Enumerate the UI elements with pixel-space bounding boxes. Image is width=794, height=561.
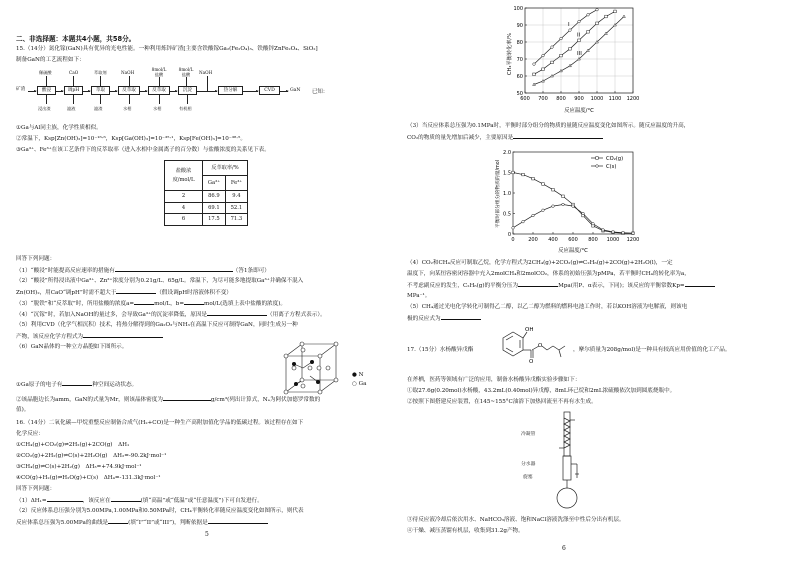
y-tick-label: 100 [513, 5, 523, 12]
x-tick-label: 1200 [626, 237, 640, 243]
ch4-conversion-chart [503, 4, 643, 116]
data-point [578, 20, 581, 23]
table-row: 6 17.5 71.3 [165, 214, 248, 226]
q16-part-5-line-2: 极的反应式为 [407, 314, 481, 324]
q15-part-6-2: ②该晶胞边长为amm，GaN的式量为Mr，则该晶体密度为 g/cm³(列出计算式，Nₐ为阿伏加德罗常数的 [16, 397, 321, 403]
q16-part-3-line-1: （3）当反应体系总压强为0.1MPa时，平衡时部分组分的物质的量随反应温度变化如图所示。随反应温度的升高， [407, 123, 690, 129]
data-point [587, 31, 590, 34]
y-tick-label: 80 [516, 39, 523, 46]
x-tick-label: 600 [568, 237, 578, 243]
label-valve: 旋塞 [523, 475, 533, 480]
data-point [614, 10, 617, 13]
data-point [532, 214, 535, 217]
q17-stem-a: 17.（15分）水杨酸异戊酯 [407, 347, 474, 353]
q16-reaction-4: ④CO(g)+H₂(g)⇌H₂O(g)+C(s) ΔH₄=-131.3kJ·mol⁻¹ [16, 475, 161, 481]
data-point [587, 14, 590, 17]
flow-box-8: CVD [259, 86, 280, 95]
data-point [542, 54, 545, 57]
flow-start: 矿渣 [16, 87, 26, 92]
q15-part-2-line-2: Zn(OH)₂，用CaO“调pH”时需不超大于 （假设调pH时溶液体积不变） [16, 290, 232, 296]
q15-part-5-line-2: 产物，该反应化学方程式为 [16, 332, 163, 342]
x-tick-label: 800 [556, 96, 566, 102]
flow-bottom-label-5: 水相 [153, 106, 162, 111]
y-tick-label: 1.5 [503, 170, 511, 177]
flow-box-1: 酸浸 [37, 86, 56, 95]
series-label-1: I [568, 22, 570, 29]
q15-known-2: ②常温下，Ksp[Zn(OH)₂]=10⁻¹⁶·⁶，Ksp[Ga(OH)₃]=10⁻³⁵·¹，Ksp[Fe(OH)₃]=10⁻³⁸·⁵。 [16, 136, 246, 142]
section-title: 二、非选择题：本题共4小题，共58分。 [16, 35, 136, 43]
data-point [512, 227, 515, 230]
data-point [552, 188, 555, 191]
data-point [562, 195, 565, 198]
data-point [605, 15, 608, 18]
legend-marker [596, 165, 599, 168]
data-point [542, 80, 545, 83]
component-amount-chart [491, 146, 647, 256]
data-point [551, 61, 554, 64]
q15-known-1: ①Ga与Al同主族，化学性质相似。 [16, 125, 102, 131]
flow-box-6: 沉淀 [178, 86, 197, 95]
q15-part-6-2-cont: 值)。 [16, 407, 30, 413]
data-point [542, 209, 545, 212]
flow-end: GaN [290, 88, 301, 93]
table-subheader-fe: Fe³⁺ [225, 176, 247, 191]
series-line-2 [513, 204, 633, 233]
q17-lead: 在斧栖，医药等领域有广泛的应用，制备水杨酸异戊酯实验步骤如下： [407, 377, 581, 383]
data-point [551, 46, 554, 49]
flow-top-label-5: 8mol/L 盐酸 [151, 67, 167, 77]
q15-part-6-1: ①Ga原子的电子有 种空间运动状态。 [16, 382, 138, 388]
table-subheader-ga: Ga³⁺ [203, 176, 226, 191]
q16-part-1: （1）ΔH₁= ，该反应在 (填“高温”或“低温”或“任意温度”)下可自发进行。 [16, 498, 263, 504]
q15-stem-1: 15.（14分）氮化镓(GaN)具有优异的光电性能。一种利用炼锌矿渣[主要含铁酸镓Ga₂(Fe₂O₄)₃、铁酸锌ZnFe₂O₄、SiO₂] [16, 46, 318, 52]
data-point [533, 63, 536, 66]
data-point [596, 22, 599, 25]
data-point [569, 29, 572, 32]
flow-box-4: 反萃取 [118, 86, 140, 95]
data-point [560, 54, 563, 57]
data-point [578, 39, 581, 42]
q15-stem-2: 制备GaN的工艺流程如下： [16, 57, 85, 63]
extraction-table [164, 160, 248, 226]
flow-bottom-label-3: 滤渣 [94, 106, 103, 111]
svg-text:O: O [529, 359, 534, 364]
data-point [551, 75, 554, 78]
data-point [533, 73, 536, 76]
q15-part-3: （3）“脱铁”和“反萃取”时，所用盐酸的浓度a= mol/L，b= mol/L(选填上表中盐酸的浓度)。 [16, 301, 287, 307]
table-row: 2 86.9 9.4 [165, 191, 248, 203]
data-point [533, 83, 536, 86]
legend-marker [596, 157, 599, 160]
series-line-2 [534, 11, 615, 74]
legend-label: C(s) [606, 164, 617, 170]
data-point [542, 68, 545, 71]
data-point [623, 15, 626, 18]
data-point [522, 220, 525, 223]
data-point [560, 37, 563, 40]
x-tick-label: 700 [538, 96, 548, 102]
q16-reaction-1: ①CH₄(g)+CO₂(g)⇌2H₂(g)+2CO(g) ΔH₁ [16, 442, 130, 448]
flow-box-2: 调pH [64, 86, 83, 95]
y-tick-label: 50 [516, 90, 523, 97]
q15-part-4: （4）“沉镓”时，若加入NaOH的量过多，会导致Ga³⁺的沉淀率降低，原因是 （用离子方程式表示）。 [16, 312, 326, 318]
x-tick-label: 1100 [608, 96, 622, 102]
x-tick-label: 200 [528, 237, 538, 243]
series-line-1 [513, 173, 633, 234]
q16-part-5-line-1: （5）CH₄通过光电化学转化可制得乙二醇，以乙二醇为燃料的燃料电池工作时，若以KOH溶液为电解液，则该电 [407, 304, 688, 310]
data-point [632, 232, 635, 235]
flow-top-label-1: 稀硫酸 [39, 70, 52, 75]
x-tick-label: 0 [511, 237, 515, 243]
q17-stem-b: ，摩尔质量为208g/mol)是一种具有较高应用价值的化工产品。 [573, 347, 731, 353]
q15-part-5-line-1: （5）利用CVD（化学气相沉积）技术，将热分解得到的Ga₂O₃与NH₃在高温下反应可制得GaN，同时生成另一种 [16, 322, 298, 328]
flow-box-5: 反萃取 [148, 86, 170, 95]
data-point [569, 48, 572, 51]
q16-reaction-3: ③CH₄(g)⇌C(s)+2H₂(g) ΔH₃=+74.9kJ·mol⁻¹ [16, 464, 142, 470]
flow-known-note: 已知： [312, 89, 329, 95]
isoamyl-salicylate-structure [489, 324, 571, 364]
flow-bottom-label-4: 水相 [123, 106, 132, 111]
data-point [542, 183, 545, 186]
y-tick-label: 60 [516, 73, 523, 80]
flow-top-label-4: NaOH [121, 70, 135, 75]
y-tick-label: 1.0 [503, 190, 511, 197]
label-condenser: 冷凝管 [521, 432, 536, 437]
y-tick-label: 0 [507, 231, 511, 238]
x-tick-label: 600 [520, 96, 530, 102]
data-point [592, 222, 595, 225]
flow-box-7: 热分解 [218, 86, 243, 95]
chart1-xlabel: 反应温度/°C [564, 108, 594, 114]
x-tick-label: 400 [548, 237, 558, 243]
flow-bottom-label-6: 有机相 [179, 106, 192, 111]
q16-part-4-line-4: MPa⁻¹。 [407, 293, 431, 299]
process-flowchart [14, 68, 374, 118]
q16-part-4-line-2: 温度下，向某恒容密闭容器中充入2molCH₄和2molCO₂，体系的初始压强为pMPa，若平衡时CH₄的转化率为a， [407, 271, 690, 277]
flow-top-label-2: CaO [69, 70, 79, 75]
q16-stem-1: 16.（14分）二氧化碳—甲烷重整反应制备合成气(H₂+CO)是一种生产高附加值化学品的低碳过程。该过程存在如下 [16, 420, 304, 426]
label-separator: 分水器 [521, 462, 536, 467]
data-point [612, 231, 615, 234]
chart1-ylabel: CH₄平衡转化率/% [507, 32, 513, 76]
x-tick-label: 800 [588, 237, 598, 243]
y-tick-label: 70 [516, 56, 523, 63]
chart2-xlabel: 反应温度/°C [558, 248, 588, 254]
q16-stem-2: 化学反应： [16, 431, 44, 437]
data-point [560, 69, 563, 72]
data-point [582, 212, 585, 215]
legend-n: ● N [352, 372, 364, 378]
q16-part-2-line-1: （2）反应体系总压强分别为5.00MPa,1.00MPa和0.50MPa时，CH₄平衡转化率随反应温度变化如图所示，则代表 [16, 508, 304, 514]
q16-part-4-line-3: 不考虑副反应的发生，C₂H₆(g)的平衡分压为 Mpa(用P、α表示，下同)；该反应的平衡常数Kp= [407, 281, 715, 291]
page-number-5: 5 [205, 531, 209, 538]
q16-reaction-2: ②CO₂(g)+2H₂(g)⇌C(s)+2H₂O(g) ΔH₂=-90.2kJ·mol⁻¹ [16, 453, 167, 459]
q15-part-6: （6）GaN晶体的一种立方晶胞如下图所示。 [16, 344, 128, 350]
table-row: 4 69.1 52.1 [165, 202, 248, 214]
page-6 [397, 0, 794, 561]
table-header-conc: 盐酸浓度/mol/L [165, 161, 203, 191]
data-point [562, 203, 565, 206]
data-point [512, 171, 515, 174]
q16-part-3-line-2: CO₂的物质的量先增加后减少，主要原因是 [407, 133, 603, 143]
flow-top-label-7: NaOH [199, 70, 213, 75]
legend-label: CO₂(g) [606, 156, 624, 162]
series-label-3: III [577, 51, 582, 57]
oh-label: OH [525, 327, 534, 333]
q17-step-3: ③待反应液冷却后依次用水、NaHCO₃溶液、饱和NaCl溶液洗涤至中性后分出有机层。 [407, 517, 625, 523]
x-tick-label: 1000 [606, 237, 620, 243]
svg-text:O: O [538, 343, 543, 349]
flow-top-label-3: 萃取剂 [94, 70, 107, 75]
q17-step-2: ②按照下图搭建反应装置，在145~155°C油浴下加热回流至不再有水生成。 [407, 399, 597, 405]
q15-known-3: ③Ga³⁺、Fe³⁺在该工艺条件下的反萃取率（进入水相中金属离子的百分数）与盐酸浓度的关系见下表。 [16, 147, 270, 153]
data-point [602, 229, 605, 232]
data-point [572, 205, 575, 208]
data-point [596, 8, 599, 11]
y-tick-label: 0.5 [503, 211, 511, 218]
q17-step-1: ①取27.6g(0.20mol)水杨酸，43.2mL(0.40mol)异戊醇，8mL环己烷和2mL浓硫酸依次加到圆底烧瓶中。 [407, 388, 676, 394]
flow-top-label-6: 8mol/L 盐酸 [178, 67, 194, 77]
q15-part-1: （1）“酸浸”时能提高反应速率的措施有 （答1条即可） [16, 268, 270, 274]
q16-part-4-line-1: （4）CO₂和CH₄反应可制取乙烷，化学方程式为2CH₄(g)+2CO₂(g)⇌C₂H₆(g)+2CO(g)+2H₂O(l)，一定 [407, 260, 673, 266]
data-point [522, 173, 525, 176]
chart2-ylabel: 平衡时部分组分的物质的量/mol [496, 159, 501, 229]
series-label-2: II [577, 32, 581, 39]
flow-box-3: 萃取 [91, 86, 110, 95]
reflux-apparatus-diagram [537, 408, 597, 512]
data-point [622, 231, 625, 234]
page-number-6: 6 [562, 545, 566, 552]
x-tick-label: 900 [574, 96, 584, 102]
q16-answer-lead: 回答下列问题： [16, 486, 56, 492]
data-point [552, 205, 555, 208]
y-tick-label: 2.0 [503, 149, 511, 156]
q15-answer-lead: 回答下列问题： [16, 256, 56, 262]
flow-bottom-label-1: 浸出渣 [38, 106, 51, 111]
flow-bottom-label-2: 滤液 [67, 106, 76, 111]
data-point [532, 177, 535, 180]
q16-part-2-line-2: 反应体系总压强为5.00MPa的曲线是 (填“I”“II”或“III”)，判断依据是 [16, 518, 268, 528]
q15-part-2-line-1: （2）“酸浸”所得浸出液中Ga³⁺、Zn²⁺浓度分别为0.21g/L、65g/L。常温下，为尽可能多地提取Ga³⁺并确保不混入 [16, 278, 304, 284]
q17-step-4: ④干燥、减压蒸馏有机层，收集到31.2g产物。 [407, 528, 524, 534]
y-tick-label: 90 [516, 22, 523, 29]
x-tick-label: 1000 [590, 96, 604, 102]
legend-ga: ○ Ga [352, 381, 367, 387]
table-header-rate: 反萃取率/% [203, 161, 248, 176]
x-tick-label: 1200 [626, 96, 640, 102]
gan-unit-cell-diagram [280, 340, 350, 398]
